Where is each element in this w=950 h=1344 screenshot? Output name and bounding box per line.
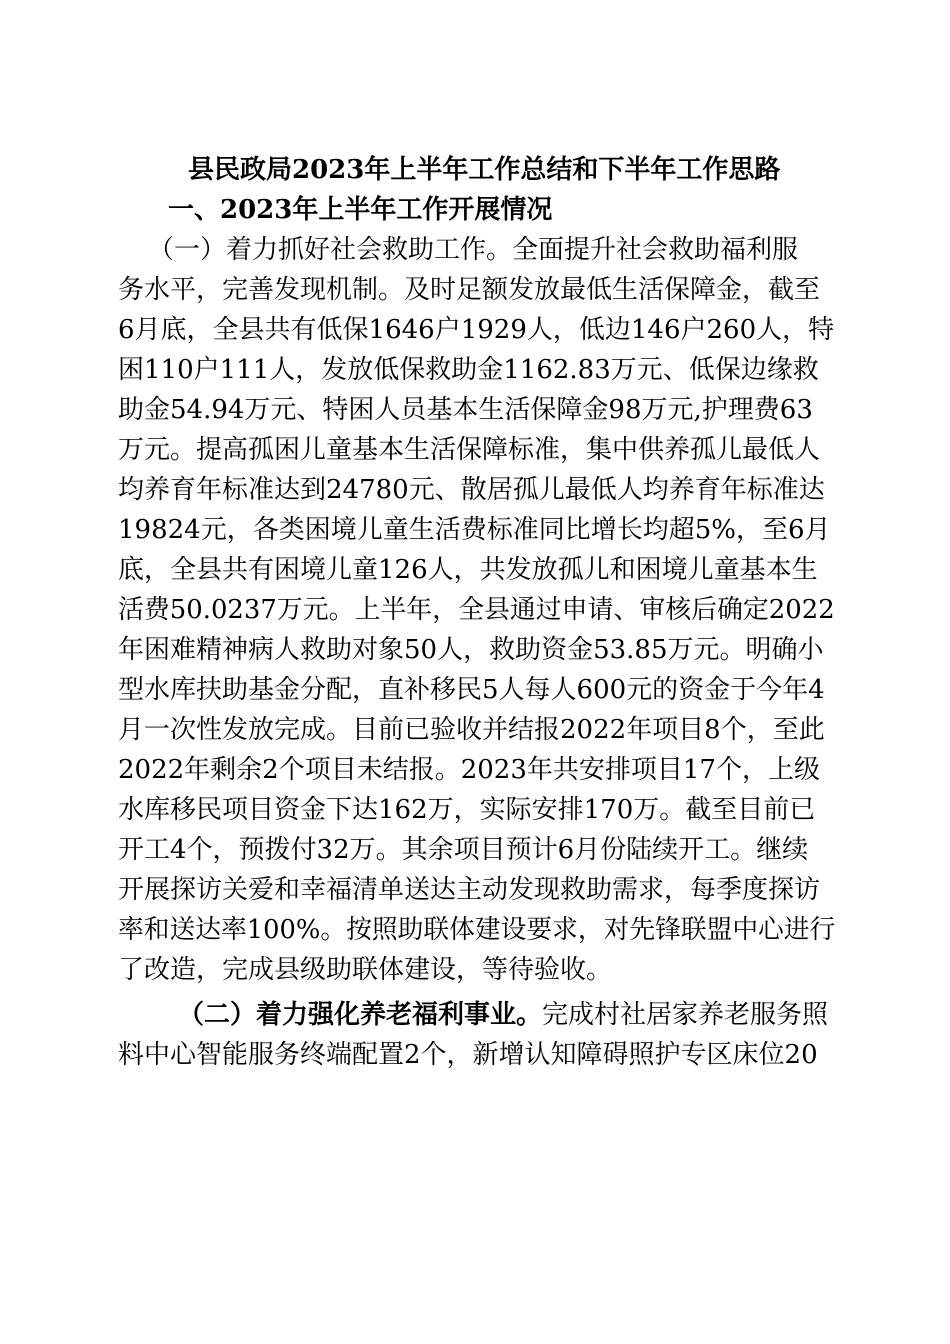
paragraph-line: （一）着力抓好社会救助工作。全面提升社会救助福利服 (148, 235, 799, 265)
paragraph-line: 活费50.0237万元。上半年，全县通过申请、审核后确定2022 (118, 595, 835, 625)
paragraph-line (178, 995, 828, 1035)
paragraph-line: 开展探访关爱和幸福清单送达主动发现救助需求，每季度探访 (118, 875, 821, 905)
paragraph-line: 料中心智能服务终端配置2个，新增认知障碍照护专区床位20 (118, 1040, 818, 1070)
paragraph-line: 万元。提高孤困儿童基本生活保障标准，集中供养孤儿最低人 (118, 435, 821, 465)
paragraph-line: 助金54.94万元、特困人员基本生活保障金98万元,护理费63 (118, 395, 813, 425)
paragraph-line: 月一次性发放完成。目前已验收并结报2022年项目8个，至此 (118, 715, 825, 745)
paragraph-line: 2022年剩余2个项目未结报。2023年共安排项目17个，上级 (118, 755, 820, 785)
paragraph-line: 了改造，完成县级助联体建设，等待验收。 (118, 955, 613, 985)
paragraph-line: 型水库扶助基金分配，直补移民5人每人600元的资金于今年4 (118, 675, 825, 705)
paragraph-line: 年困难精神病人救助对象50人，救助资金53.85万元。明确小 (118, 635, 824, 665)
paragraph-line: 6月底，全县共有低保1646户1929人，低边146户260人，特 (118, 315, 835, 345)
paragraph-line: 率和送达率100%。按照助联体建设要求，对先锋联盟中心进行 (118, 915, 836, 945)
paragraph-line: 19824元，各类困境儿童生活费标准同比增长均超5%，至6月 (118, 515, 831, 545)
paragraph-line: 水库移民项目资金下达162万，实际安排170万。截至目前已 (118, 795, 816, 825)
paragraph-line: 均养育年标准达到24780元、散居孤儿最低人均养育年标准达 (118, 475, 825, 505)
section-heading: 一、2023年上半年工作开展情况 (168, 195, 553, 225)
paragraph-line: 开工4个，预拨付32万。其余项目预计6月份陆续开工。继续 (118, 835, 809, 865)
document-title: 县民政局2023年上半年工作总结和下半年工作思路 (188, 155, 781, 185)
paragraph-text: 完成村社居家养老服务照 (542, 1000, 829, 1030)
paragraph-line: 务水平，完善发现机制。及时足额发放最低生活保障金，截至 (118, 275, 821, 305)
paragraph-line: 困110户111人，发放低保救助金1162.83万元、低保边缘救 (118, 355, 819, 385)
paragraph-line: 底，全县共有困境儿童126人，共发放孤儿和困境儿童基本生 (118, 555, 818, 585)
subsection-heading: （二）着力强化养老福利事业。 (178, 1000, 543, 1030)
